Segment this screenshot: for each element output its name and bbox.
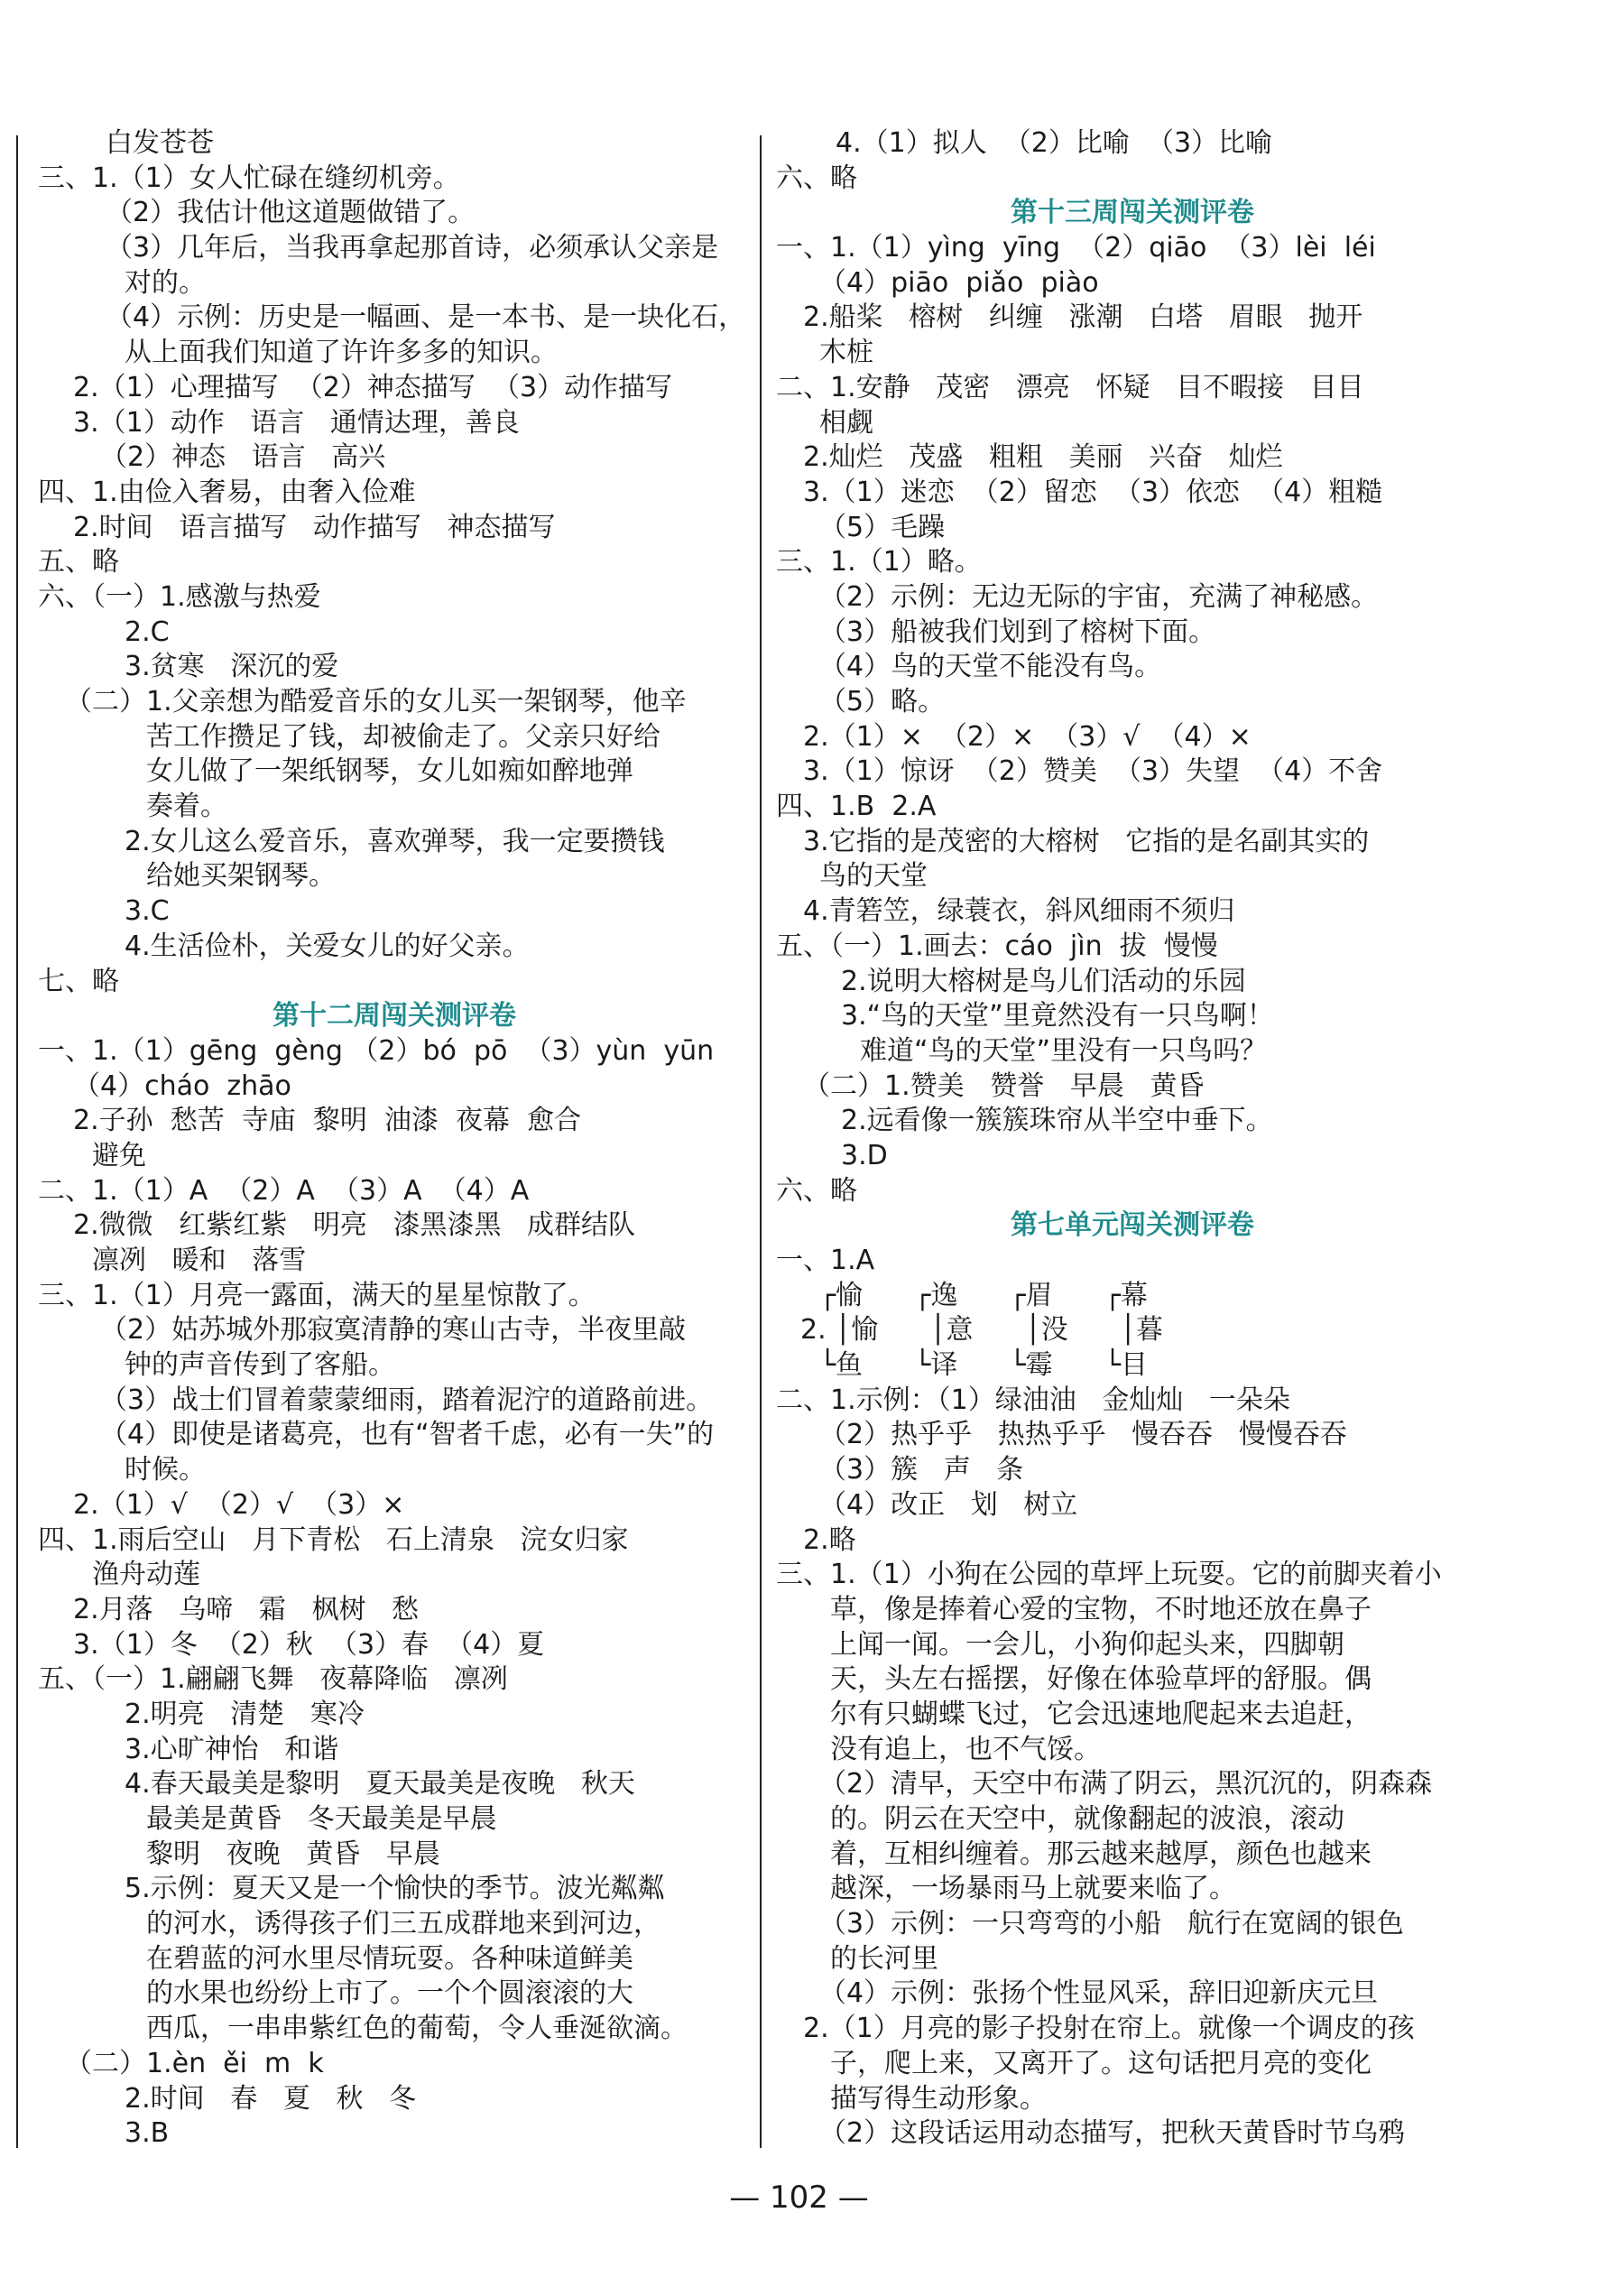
answer-line: 西瓜，一串串紫红色的葡萄，令人垂涎欲滴。 bbox=[146, 2013, 688, 2045]
answer-line: 3.（1）惊讶 （2）赞美 （3）失望 （4）不舍 bbox=[803, 755, 1383, 788]
answer-line: 3.D bbox=[841, 1139, 888, 1171]
answer-line: 的长河里 bbox=[830, 1942, 938, 1975]
answer-line: 木桩 bbox=[819, 337, 873, 369]
answer-line: 的水果也纷纷上市了。一个个圆滚滚的大 bbox=[146, 1977, 633, 2010]
answer-line: 三、1.（1）略。 bbox=[776, 546, 982, 579]
answer-line: 草，像是捧着心爱的宝物，不时地还放在鼻子 bbox=[830, 1593, 1372, 1625]
answer-line: 越深，一场暴雨马上就要来临了。 bbox=[830, 1873, 1236, 1905]
answer-line: 2.明亮 清楚 寒冷 bbox=[125, 1698, 365, 1730]
answer-line: 在碧蓝的河水里尽情玩耍。各种味道鲜美 bbox=[146, 1942, 633, 1975]
answer-line: 黎明 夜晚 黄昏 早晨 bbox=[146, 1838, 440, 1870]
answer-line: 2.略 bbox=[803, 1523, 856, 1556]
answer-line: 白发苍苍 bbox=[106, 127, 214, 159]
answer-line: 3.（1）动作 语言 通情达理，善良 bbox=[73, 406, 520, 439]
answer-line: └鱼 └译 └霉 └目 bbox=[819, 1349, 1148, 1382]
column-divider bbox=[760, 135, 762, 2148]
answer-line: 二、1.（1）A （2）A （3）A （4）A bbox=[38, 1174, 530, 1207]
answer-line: 子，爬上来，又离开了。这句话把月亮的变化 bbox=[830, 2047, 1372, 2079]
answer-line: 4.青箬笠，绿蓑衣，斜风细雨不须归 bbox=[803, 895, 1235, 928]
answer-line: 难道“鸟的天堂”里没有一只鸟吗？ bbox=[860, 1034, 1268, 1067]
answer-line: 的河水，诱得孩子们三五成群地来到河边， bbox=[146, 1908, 660, 1940]
answer-line: 2.子孙 愁苦 寺庙 黎明 油漆 夜幕 愈合 bbox=[73, 1105, 582, 1137]
answer-line: （二）1.èn ěi m k bbox=[65, 2047, 324, 2079]
answer-line: 3.“鸟的天堂”里竟然没有一只鸟啊！ bbox=[841, 1000, 1274, 1032]
answer-line: （2）示例：无边无际的宇宙，充满了神秘感。 bbox=[819, 580, 1379, 613]
answer-line: （5）略。 bbox=[819, 686, 946, 718]
answer-line: （4）鸟的天堂不能没有鸟。 bbox=[819, 651, 1162, 683]
answer-line: 避免 bbox=[92, 1139, 146, 1171]
answer-line: 2.时间 语言描写 动作描写 神态描写 bbox=[73, 511, 556, 543]
answer-line: 2.女儿这么爱音乐，喜欢弹琴，我一定要攒钱 bbox=[125, 825, 665, 857]
answer-line: 六、略 bbox=[776, 162, 857, 194]
answer-line: （4）cháo zhāo bbox=[73, 1069, 291, 1102]
answer-line: 3.心旷神怡 和谐 bbox=[125, 1733, 339, 1765]
answer-line: 渔舟动莲 bbox=[92, 1559, 200, 1591]
answer-line: 三、1.（1）小狗在公园的草坪上玩耍。它的前脚夹着小 bbox=[776, 1559, 1442, 1591]
answer-line: （2）神态 语言 高兴 bbox=[100, 441, 386, 474]
answer-line: 五、（一）1.翩翩飞舞 夜幕降临 凛冽 bbox=[38, 1663, 508, 1696]
answer-line: 2.船桨 榕树 纠缠 涨潮 白塔 眉眼 抛开 bbox=[803, 301, 1363, 334]
answer-line: 2.时间 春 夏 秋 冬 bbox=[125, 2082, 417, 2115]
answer-line: （3）船被我们划到了榕树下面。 bbox=[819, 616, 1216, 648]
answer-line: （3）战士们冒着蒙蒙细雨，踏着泥泞的道路前进。 bbox=[100, 1384, 714, 1416]
answer-line: 2.月落 乌啼 霜 枫树 愁 bbox=[73, 1593, 420, 1625]
answer-line: 四、1.由俭入奢易，由奢入俭难 bbox=[38, 476, 416, 508]
answer-line: 3.B bbox=[125, 2117, 170, 2150]
answer-line: （4）piāo piǎo piào bbox=[819, 266, 1099, 299]
answer-line: 2.灿烂 茂盛 粗粗 美丽 兴奋 灿烂 bbox=[803, 441, 1283, 474]
answer-line: 鸟的天堂 bbox=[819, 860, 928, 893]
answer-line: 2.（1）月亮的影子投射在帘上。就像一个调皮的孩 bbox=[803, 2013, 1415, 2045]
answer-line: 五、（一）1.画去：cáo jìn 拔 慢慢 bbox=[776, 930, 1218, 962]
right-column bbox=[776, 126, 1489, 2152]
answer-line: 4.（1）拟人 （2）比喻 （3）比喻 bbox=[836, 127, 1273, 159]
answer-line: （2）清早，天空中布满了阴云，黑沉沉的，阴森森 bbox=[819, 1768, 1433, 1801]
answer-line: 2.远看像一簇簇珠帘从半空中垂下。 bbox=[841, 1105, 1273, 1137]
answer-line: 给她买架钢琴。 bbox=[146, 860, 336, 893]
answer-line: 三、1.（1）月亮一露面，满天的星星惊散了。 bbox=[38, 1279, 596, 1311]
answer-line: 着，互相纠缠着。那云越来越厚，颜色也越来 bbox=[830, 1838, 1372, 1870]
section-heading: 第十三周闯关测评卷 bbox=[1011, 197, 1254, 229]
answer-line: （4）改正 划 树立 bbox=[819, 1488, 1078, 1521]
answer-line: 二、1.安静 茂密 漂亮 怀疑 目不暇接 目目 bbox=[776, 371, 1364, 403]
section-heading: 第七单元闯关测评卷 bbox=[1011, 1209, 1254, 1242]
answer-line: 3.C bbox=[125, 895, 170, 928]
answer-line: 上闻一闻。一会儿，小狗仰起头来，四脚朝 bbox=[830, 1628, 1344, 1661]
answer-line: 2.C bbox=[125, 616, 170, 648]
answer-line: 最美是黄昏 冬天最美是早晨 bbox=[146, 1803, 497, 1835]
answer-line: （二）1.赞美 赞誉 早晨 黄昏 bbox=[803, 1069, 1205, 1102]
answer-line: （2）姑苏城外那寂寞清静的寒山古寺，半夜里敲 bbox=[100, 1314, 687, 1347]
answer-line: 5.示例：夏天又是一个愉快的季节。波光粼粼 bbox=[125, 1873, 665, 1905]
left-margin-rule bbox=[16, 135, 18, 2148]
answer-line: 3.贫寒 深沉的爱 bbox=[125, 651, 339, 683]
answer-line: ┌愉 ┌逸 ┌眉 ┌幕 bbox=[819, 1279, 1148, 1311]
answer-line: 描写得生动形象。 bbox=[830, 2082, 1047, 2115]
answer-line: 七、略 bbox=[38, 965, 119, 997]
answer-line: 3.它指的是茂密的大榕树 它指的是名副其实的 bbox=[803, 825, 1370, 857]
answer-line: （3）几年后，当我再拿起那首诗，必须承认父亲是 bbox=[106, 232, 719, 264]
answer-line: （2）热乎乎 热热乎乎 慢吞吞 慢慢吞吞 bbox=[819, 1419, 1347, 1451]
answer-line: 六、略 bbox=[776, 1174, 857, 1207]
answer-line: 2.说明大榕树是鸟儿们活动的乐园 bbox=[841, 965, 1246, 997]
answer-line: （4）示例：张扬个性显风采，辞旧迎新庆元旦 bbox=[819, 1977, 1379, 2010]
answer-line: 相觑 bbox=[819, 406, 873, 439]
answer-line: 一、1.A bbox=[776, 1245, 875, 1276]
answer-line: 二、1.示例：（1）绿油油 金灿灿 一朵朵 bbox=[776, 1384, 1290, 1416]
answer-line: 三、1.（1）女人忙碌在缝纫机旁。 bbox=[38, 162, 460, 194]
answer-line: 对的。 bbox=[125, 266, 206, 299]
answer-line: 的。阴云在天空中，就像翻起的波浪，滚动 bbox=[830, 1803, 1344, 1835]
answer-line: 一、1.（1）yìng yīng （2）qiāo （3）lèi léi bbox=[776, 232, 1376, 264]
answer-line: 3.（1）迷恋 （2）留恋 （3）依恋 （4）粗糙 bbox=[803, 476, 1383, 508]
answer-line: 2.微微 红紫红紫 明亮 漆黑漆黑 成群结队 bbox=[73, 1209, 636, 1242]
answer-line: （4）示例：历史是一幅画、是一本书、是一块化石， bbox=[106, 301, 746, 334]
answer-line: （3）簇 声 条 bbox=[819, 1454, 1024, 1486]
answer-line: 4.春天最美是黎明 夏天最美是夜晚 秋天 bbox=[125, 1768, 635, 1801]
answer-line: 四、1.B 2.A bbox=[776, 791, 937, 823]
answer-line: 3.（1）冬 （2）秋 （3）春 （4）夏 bbox=[73, 1628, 545, 1661]
answer-line: 女儿做了一架纸钢琴，女儿如痴如醉地弹 bbox=[146, 755, 633, 788]
answer-line: （3）示例：一只弯弯的小船 航行在宽阔的银色 bbox=[819, 1908, 1404, 1940]
answer-line: 凛冽 暖和 落雪 bbox=[92, 1245, 307, 1276]
answer-line: 2.（1）心理描写 （2）神态描写 （3）动作描写 bbox=[73, 371, 673, 403]
answer-line: 2.（1）√ （2）√ （3）× bbox=[73, 1488, 405, 1521]
answer-line: 五、略 bbox=[38, 546, 119, 579]
answer-line: 尔有只蝴蝶飞过，它会迅速地爬起来去追赶， bbox=[830, 1698, 1372, 1730]
answer-line: 从上面我们知道了许许多多的知识。 bbox=[125, 337, 558, 369]
answer-line: 没有追上，也不气馁。 bbox=[830, 1733, 1101, 1765]
answer-line: （5）毛躁 bbox=[819, 511, 946, 543]
answer-line: （4）即使是诸葛亮，也有“智者千虑，必有一失”的 bbox=[100, 1419, 715, 1451]
answer-line: 4.生活俭朴，关爱女儿的好父亲。 bbox=[125, 930, 530, 962]
answer-line: 钟的声音传到了客船。 bbox=[125, 1349, 395, 1382]
answer-line: 四、1.雨后空山 月下青松 石上清泉 浣女归家 bbox=[38, 1523, 629, 1556]
answer-line: （二）1.父亲想为酷爱音乐的女儿买一架钢琴，他辛 bbox=[65, 686, 687, 718]
answer-line: 2. │愉 │意 │没 │暮 bbox=[800, 1314, 1164, 1347]
answer-line: 奏着。 bbox=[146, 791, 227, 823]
answer-line: 苦工作攒足了钱，却被偷走了。父亲只好给 bbox=[146, 720, 660, 753]
answer-line: 六、（一）1.感激与热爱 bbox=[38, 580, 321, 613]
answer-line: （2）我估计他这道题做错了。 bbox=[106, 197, 476, 229]
answer-line: 一、1.（1）gēng gèng （2）bó pō （3）yùn yūn bbox=[38, 1034, 715, 1067]
answer-line: 2.（1）× （2）× （3）√ （4）× bbox=[803, 720, 1252, 753]
page-number: — 102 — bbox=[729, 2180, 869, 2216]
answer-line: 时候。 bbox=[125, 1454, 206, 1486]
answer-line: 天，头左右摇摆，好像在体验草坪的舒服。偶 bbox=[830, 1663, 1372, 1696]
left-column bbox=[38, 126, 751, 2152]
section-heading: 第十二周闯关测评卷 bbox=[272, 1000, 516, 1032]
answer-line: （2）这段话运用动态描写，把秋天黄昏时节乌鸦 bbox=[819, 2117, 1406, 2150]
